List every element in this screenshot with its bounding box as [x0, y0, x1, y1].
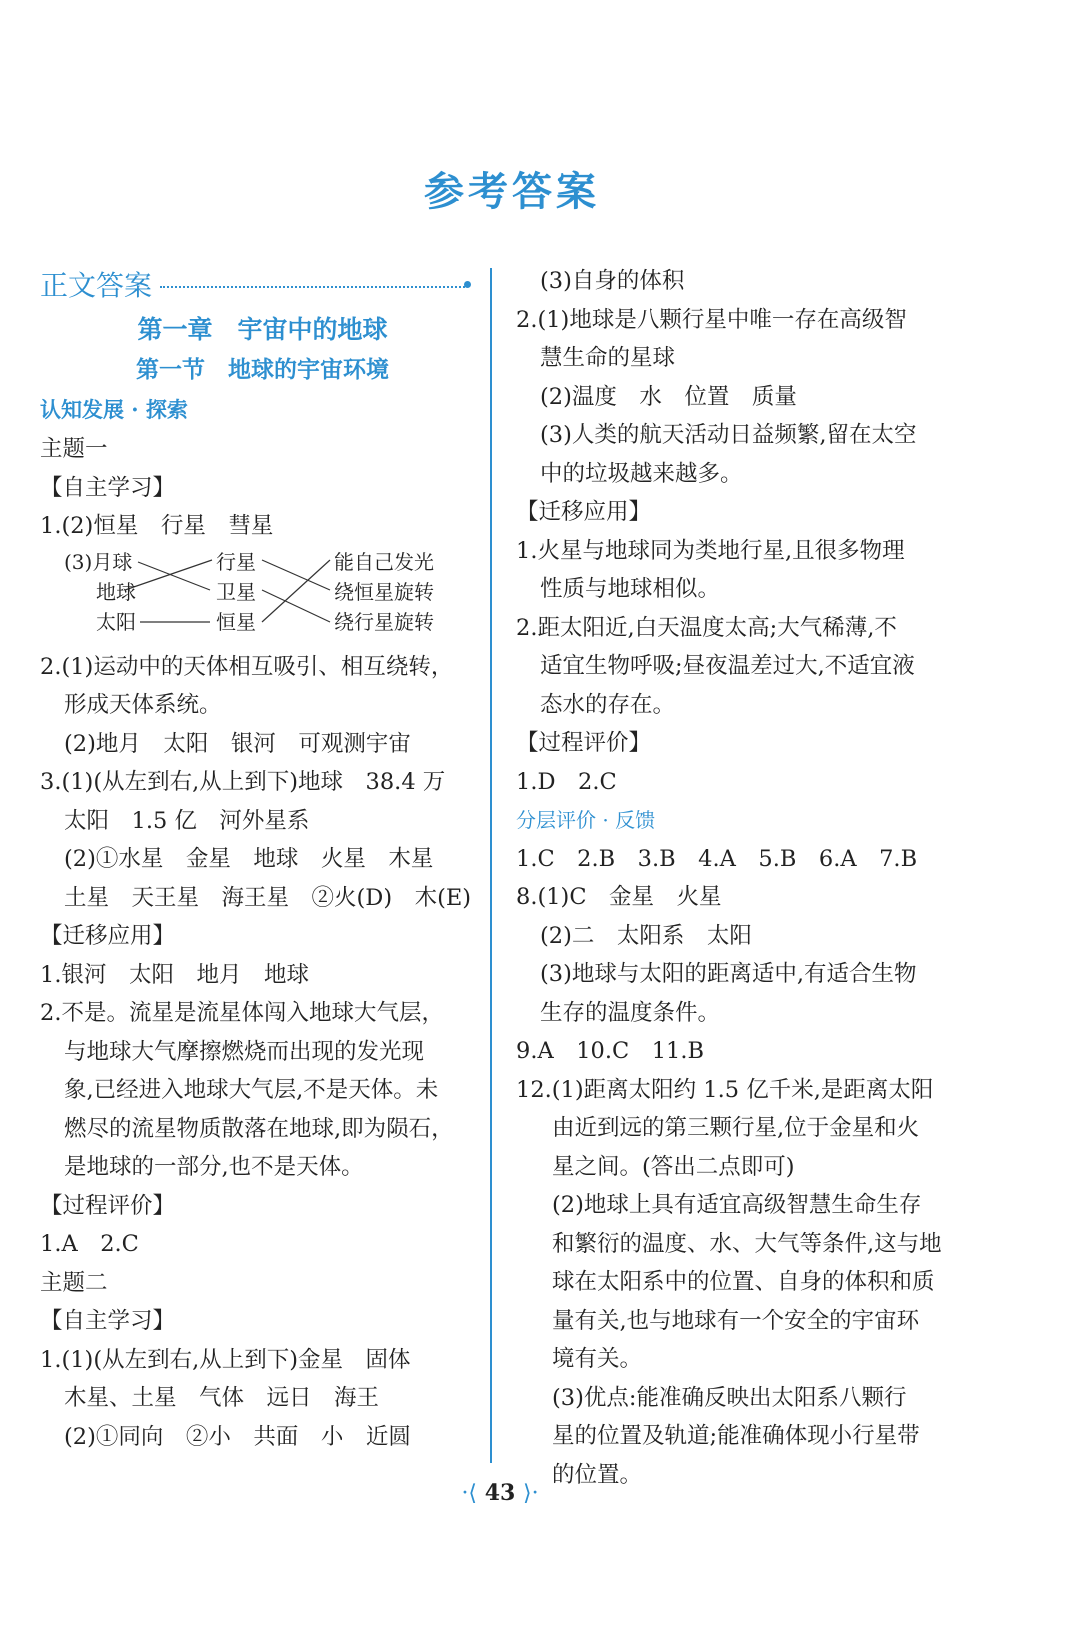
answer-line: (2)二 太阳系 太阳: [540, 922, 752, 949]
bracket-heading: 【过程评价】: [516, 730, 652, 756]
match-c-item: 绕恒星旋转: [334, 579, 434, 604]
answer-line: 3.(1)(从左到右,从上到下)地球 38.4 万: [40, 769, 446, 795]
match-a-item: 地球: [96, 579, 136, 604]
answer-line: 和繁衍的温度、水、大气等条件,这与地: [552, 1230, 942, 1257]
answer-line: (3)自身的体积: [540, 268, 685, 294]
match-a-item: (3)月球: [64, 549, 133, 574]
match-b-item: 卫星: [216, 579, 256, 604]
section-header: [40, 262, 485, 310]
bracket-heading: 【迁移应用】: [40, 923, 176, 949]
answer-line: 生存的温度条件。: [540, 999, 721, 1026]
answer-line: 1.银河 太阳 地月 地球: [40, 961, 309, 988]
answer-line: (2)①水星 金星 地球 火星 木星: [64, 846, 434, 872]
answer-line: 1.(2)恒星 行星 彗星: [40, 513, 274, 539]
answer-line: 形成天体系统。: [64, 692, 222, 718]
answer-line: 星的位置及轨道;能准确体现小行星带: [552, 1423, 920, 1449]
footer-deco-right-icon: ⟩·: [522, 1481, 539, 1506]
answer-line: 太阳 1.5 亿 河外星系: [64, 807, 310, 834]
topic-heading: 主题二: [40, 1269, 108, 1296]
match-line: [262, 560, 330, 622]
chapter-title: 第一章 宇宙中的地球: [137, 315, 388, 344]
answer-line: 1.D 2.C: [516, 768, 617, 795]
answer-line: 1.A 2.C: [40, 1231, 139, 1257]
answer-line: 木星、土星 气体 远日 海王: [64, 1385, 380, 1411]
match-a-item: 太阳: [96, 609, 136, 634]
answer-line: 星之间。(答出二点即可): [552, 1153, 795, 1180]
answer-line: 燃尽的流星物质散落在地球,即为陨石，: [64, 1115, 454, 1142]
answer-line: 中的垃圾越来越多。: [540, 460, 743, 487]
column-divider: [490, 268, 492, 1463]
left-column: [40, 262, 485, 1456]
bracket-heading: 【自主学习】: [40, 1308, 176, 1334]
answer-line: 1.火星与地球同为类地行星,且很多物理: [516, 537, 905, 564]
page-number: 43: [484, 1480, 516, 1506]
match-line: [262, 560, 330, 590]
answer-line: 适宜生物呼吸;昼夜温差过大,不适宜液: [540, 653, 915, 679]
answer-line: (2)地球上具有适宜高级智慧生命生存: [552, 1192, 922, 1218]
answer-line: 9.A 10.C 11.B: [516, 1038, 705, 1064]
answer-line: 是地球的一部分,也不是天体。: [64, 1154, 364, 1180]
answer-line: 的位置。: [552, 1461, 643, 1488]
answer-line: 2.距太阳近,白天温度太高;大气稀薄,不: [516, 614, 897, 641]
answer-line: 土星 天王星 海王星 ②火(D) 木(E): [64, 884, 472, 911]
right-column: [516, 262, 946, 1494]
match-c-item: 绕行星旋转: [334, 609, 434, 634]
page-footer: [0, 1480, 1000, 1506]
answer-line: (2)温度 水 位置 质量: [540, 383, 797, 410]
answer-line: 与地球大气摩擦燃烧而出现的发光现: [64, 1038, 425, 1065]
match-b-item: 行星: [216, 549, 256, 574]
answer-line: 象,已经进入地球大气层,不是天体。未: [64, 1077, 439, 1103]
answer-line: (2)地月 太阳 银河 可观测宇宙: [64, 730, 411, 757]
matching-diagram: [40, 548, 485, 648]
answer-line: 性质与地球相似。: [540, 576, 721, 602]
answer-line: 1.C 2.B 3.B 4.A 5.B 6.A 7.B: [516, 845, 918, 872]
match-b-item: 恒星: [216, 609, 256, 634]
answer-line: 2.不是。流星是流星体闯入地球大气层，: [40, 1000, 444, 1026]
page-title: 参考答案: [424, 168, 600, 215]
answer-line: (3)人类的航天活动日益频繁,留在太空: [540, 422, 917, 448]
bracket-heading: 【自主学习】: [40, 474, 176, 501]
answer-line: 由近到远的第三颗行星,位于金星和火: [552, 1115, 920, 1141]
answer-line: (3)优点:能准确反映出太阳系八颗行: [552, 1384, 907, 1411]
match-line: [262, 590, 330, 622]
answer-line: 慧生命的星球: [540, 345, 676, 371]
answer-line: 2.(1)地球是八颗行星中唯一存在高级智: [516, 306, 907, 333]
section-title: 第一节 地球的宇宙环境: [136, 356, 389, 383]
topic-heading: 主题一: [40, 436, 108, 462]
match-line: [138, 562, 210, 590]
subhead-explore: 认知发展 · 探索: [40, 397, 188, 422]
answer-line: 8.(1)C 金星 火星: [516, 884, 722, 910]
answer-line: 量有关,也与地球有一个安全的宇宙环: [552, 1307, 920, 1334]
answer-line: (3)地球与太阳的距离适中,有适合生物: [540, 961, 917, 987]
answer-line: 12.(1)距离太阳约 1.5 亿千米,是距离太阳: [516, 1076, 934, 1103]
answer-line: 1.(1)(从左到右,从上到下)金星 固体: [40, 1346, 411, 1373]
dotted-rule: [160, 286, 465, 288]
answer-line: 球在太阳系中的位置、自身的体积和质: [552, 1269, 935, 1295]
match-c-item: 能自己发光: [334, 549, 434, 574]
answer-line: 2.(1)运动中的天体相互吸引、相互绕转，: [40, 653, 454, 680]
answer-line: (2)①同向 ②小 共面 小 近圆: [64, 1423, 411, 1450]
answer-line: 境有关。: [552, 1346, 643, 1372]
footer-deco-left-icon: ·⟨: [461, 1481, 478, 1506]
answer-line: 态水的存在。: [540, 691, 676, 718]
bracket-heading: 【迁移应用】: [516, 499, 652, 525]
dot-end-icon: [464, 281, 471, 288]
bracket-heading: 【过程评价】: [40, 1192, 176, 1219]
section-header-label: 正文答案: [40, 269, 153, 302]
subhead-feedback: 分层评价 · 反馈: [516, 808, 656, 832]
